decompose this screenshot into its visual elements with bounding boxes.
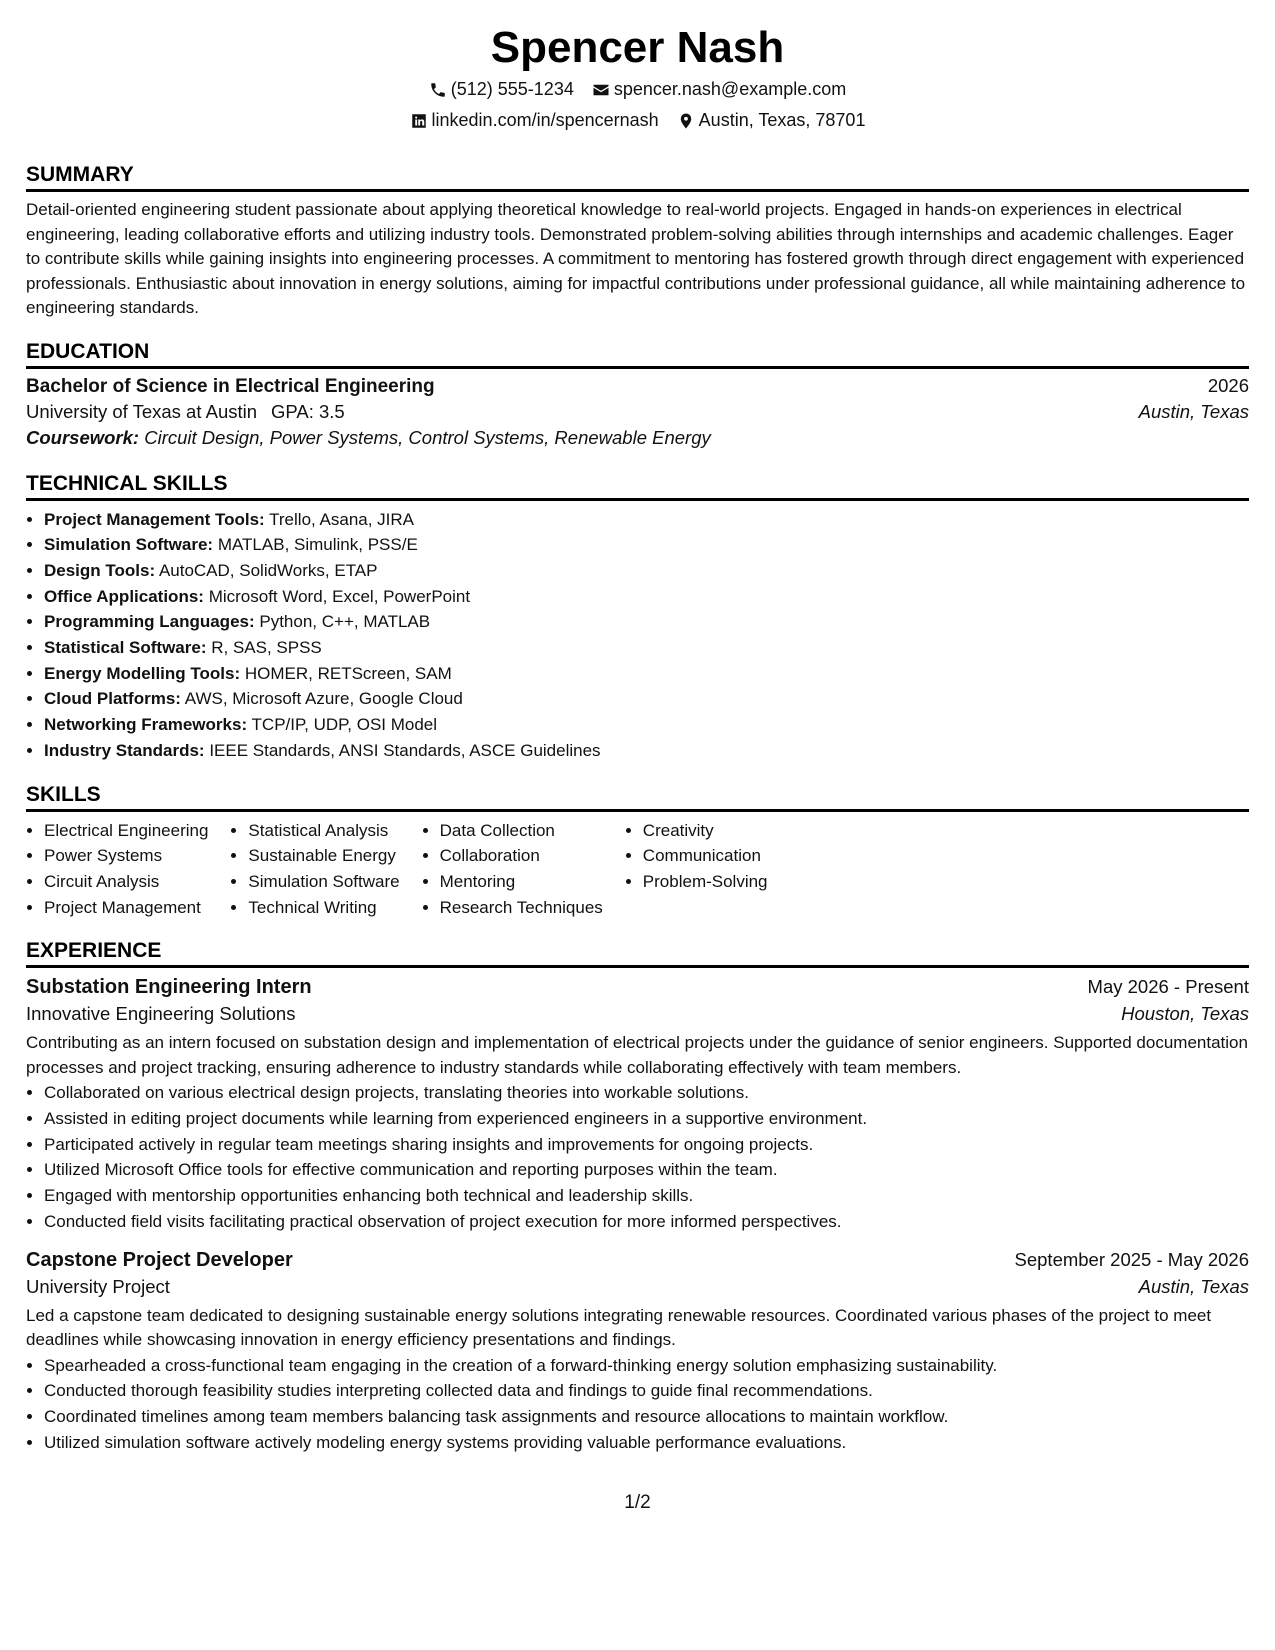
skill-values: Microsoft Word, Excel, PowerPoint	[208, 586, 471, 606]
list-item: • Spearheaded a cross-functional team engaging in the creation of a forward-thinking energy solution emphasizing sustainability.	[44, 1353, 1249, 1379]
skill-category: Networking Frameworks:	[44, 715, 248, 735]
email-text[interactable]: spencer.nash@example.com	[613, 79, 847, 99]
list-item	[44, 584, 1249, 610]
entry-subheader	[26, 1003, 1249, 1025]
list-item: • Circuit Analysis	[44, 869, 208, 895]
job-dates: May 2026 - Present	[1087, 976, 1249, 998]
section-title-technical-skills: TECHNICAL SKILLS	[26, 471, 1249, 501]
section-title-summary: SUMMARY	[26, 162, 1249, 192]
skills-column-3	[422, 818, 603, 921]
list-item	[44, 558, 1249, 584]
education-section	[26, 339, 1249, 453]
list-item	[44, 609, 1249, 635]
list-item	[44, 686, 1249, 712]
location-text: Austin, Texas, 78701	[698, 110, 866, 130]
skill-values: R, SAS, SPSS	[211, 638, 322, 658]
skills-column-1	[26, 818, 208, 921]
list-item	[44, 507, 1249, 533]
list-item	[44, 738, 1249, 764]
list-item: • Collaborated on various electrical design projects, translating theories into workable solutions.	[44, 1080, 1249, 1106]
list-item: • Utilized Microsoft Office tools for effective communication and reporting purposes within the team.	[44, 1157, 1249, 1183]
skill-category: Statistical Software:	[44, 638, 207, 658]
linkedin-icon	[410, 112, 428, 130]
job-dates: September 2025 - May 2026	[1014, 1248, 1249, 1270]
skills-section	[26, 782, 1249, 921]
entry-header	[26, 1249, 1249, 1272]
gpa: GPA: 3.5	[271, 400, 345, 422]
skill-category: Programming Languages:	[44, 612, 255, 632]
section-title-skills: SKILLS	[26, 782, 1249, 812]
list-item: • Electrical Engineering	[44, 818, 208, 844]
skill-values: TCP/IP, UDP, OSI Model	[251, 715, 438, 735]
job-location: Houston, Texas	[1121, 1003, 1249, 1025]
school-line	[26, 401, 345, 423]
experience-section	[26, 938, 1249, 1455]
list-item: • Creativity	[643, 818, 768, 844]
page-number: 1/2	[624, 1492, 651, 1513]
list-item: • Data Collection	[440, 818, 603, 844]
education-row-2	[26, 401, 1249, 423]
organization: Innovative Engineering Solutions	[26, 1003, 296, 1025]
candidate-name: Spencer Nash	[490, 23, 785, 72]
map-pin-icon	[677, 112, 695, 130]
list-item: • Communication	[643, 843, 768, 869]
coursework	[26, 423, 1249, 453]
list-item	[44, 532, 1249, 558]
summary-section	[26, 162, 1249, 321]
skill-category: Project Management Tools:	[44, 509, 265, 529]
job-description: Led a capstone team dedicated to designing sustainable energy solutions integrating renewable resources. Coordinated various phases of the project to meet deadlines while showcasing innovation in energy efficiency presentations and findings.	[26, 1305, 1212, 1350]
skill-values: Python, C++, MATLAB	[259, 612, 431, 632]
linkedin-text[interactable]: linkedin.com/in/spencernash	[431, 110, 659, 130]
technical-skills-list	[26, 507, 1249, 764]
contact-phone	[429, 74, 574, 105]
experience-entry	[26, 976, 1249, 1234]
list-item	[44, 661, 1249, 687]
section-title-education: EDUCATION	[26, 339, 1249, 369]
organization: University Project	[26, 1275, 170, 1297]
education-row-1	[26, 375, 1249, 398]
technical-skills-section	[26, 471, 1249, 764]
list-item: • Power Systems	[44, 843, 208, 869]
skill-values: IEEE Standards, ANSI Standards, ASCE Guidelines	[209, 740, 601, 760]
list-item: • Simulation Software	[248, 869, 399, 895]
list-item: • Statistical Analysis	[248, 818, 399, 844]
job-description: Contributing as an intern focused on substation design and implementation of electrical projects under the guidance of senior engineers. Supported documentation processes and project tracking, ensuring adherence to industry standards while collaborating effectively with team members.	[26, 1033, 1248, 1077]
phone-text: (512) 555-1234	[450, 79, 574, 99]
skill-values: AutoCAD, SolidWorks, ETAP	[158, 560, 378, 580]
list-item: • Technical Writing	[248, 895, 399, 921]
list-item: • Research Techniques	[440, 895, 603, 921]
skill-category: Cloud Platforms:	[44, 689, 181, 709]
skill-values: AWS, Microsoft Azure, Google Cloud	[184, 689, 463, 709]
list-item: • Collaboration	[440, 843, 603, 869]
experience-entry	[26, 1249, 1249, 1456]
skill-values: Trello, Asana, JIRA	[269, 509, 415, 529]
list-item: • Problem-Solving	[643, 869, 768, 895]
list-item: • Assisted in editing project documents while learning from experienced engineers in a supportive environment.	[44, 1106, 1249, 1132]
skill-category: Office Applications:	[44, 586, 204, 606]
list-item: • Conducted thorough feasibility studies interpreting collected data and findings to guide final recommendations.	[44, 1378, 1249, 1404]
contact-location	[677, 105, 866, 136]
contact-line-1	[26, 74, 1249, 105]
entry-subheader	[26, 1276, 1249, 1298]
summary-text: Detail-oriented engineering student passionate about applying theoretical knowledge to real-world projects. Engaged in hands-on experiences in electrical engineering, leading collaborative efforts and utilizing industry tools. Demonstrated problem-solving abilities through internships and academic challenges. Eager to contribute skills while gaining insights into engineering processes. A commitment to mentoring has fostered growth through direct engagement with experienced professionals. Enthusiastic about innovation in energy solutions, aiming for impactful contributions under professional guidance, all while maintaining adherence to engineering standards.	[26, 200, 1246, 317]
coursework-label: Coursework:	[26, 426, 140, 448]
job-bullets	[26, 1353, 1249, 1456]
list-item	[44, 712, 1249, 738]
graduation-year: 2026	[1207, 374, 1249, 396]
contact-linkedin[interactable]	[410, 105, 659, 136]
job-title: Capstone Project Developer	[26, 1248, 293, 1271]
list-item: • Project Management	[44, 895, 208, 921]
contact-line-2	[26, 105, 1249, 136]
skill-category: Industry Standards:	[44, 740, 205, 760]
skill-values: HOMER, RETScreen, SAM	[244, 663, 452, 683]
list-item: • Coordinated timelines among team members balancing task assignments and resource allocations to maintain workflow.	[44, 1404, 1249, 1430]
skills-grid	[26, 818, 1249, 921]
list-item: • Sustainable Energy	[248, 843, 399, 869]
school-location: Austin, Texas	[1138, 400, 1249, 422]
entry-header	[26, 976, 1249, 999]
section-title-experience: EXPERIENCE	[26, 938, 1249, 968]
skill-values: MATLAB, Simulink, PSS/E	[217, 535, 418, 555]
job-bullets	[26, 1080, 1249, 1234]
job-title: Substation Engineering Intern	[26, 976, 312, 999]
contact-email[interactable]	[592, 74, 846, 105]
skill-category: Design Tools:	[44, 560, 156, 580]
resume-page	[26, 22, 1249, 1455]
phone-icon	[429, 81, 447, 99]
list-item	[44, 635, 1249, 661]
skills-column-4	[625, 818, 768, 921]
skill-category: Simulation Software:	[44, 535, 214, 555]
list-item: • Engaged with mentorship opportunities enhancing both technical and leadership skills.	[44, 1183, 1249, 1209]
school-name: University of Texas at Austin	[26, 400, 258, 422]
skills-column-2	[230, 818, 399, 921]
list-item: • Conducted field visits facilitating practical observation of project execution for more informed perspectives.	[44, 1209, 1249, 1235]
job-location: Austin, Texas	[1138, 1275, 1249, 1297]
skill-category: Energy Modelling Tools:	[44, 663, 241, 683]
list-item: • Participated actively in regular team meetings sharing insights and improvements for ongoing projects.	[44, 1132, 1249, 1158]
degree: Bachelor of Science in Electrical Engineering	[26, 375, 435, 397]
list-item: • Utilized simulation software actively modeling energy systems providing valuable performance evaluations.	[44, 1430, 1249, 1456]
envelope-icon	[592, 81, 610, 99]
list-item: • Mentoring	[440, 869, 603, 895]
coursework-list: Circuit Design, Power Systems, Control Systems, Renewable Energy	[144, 426, 711, 448]
